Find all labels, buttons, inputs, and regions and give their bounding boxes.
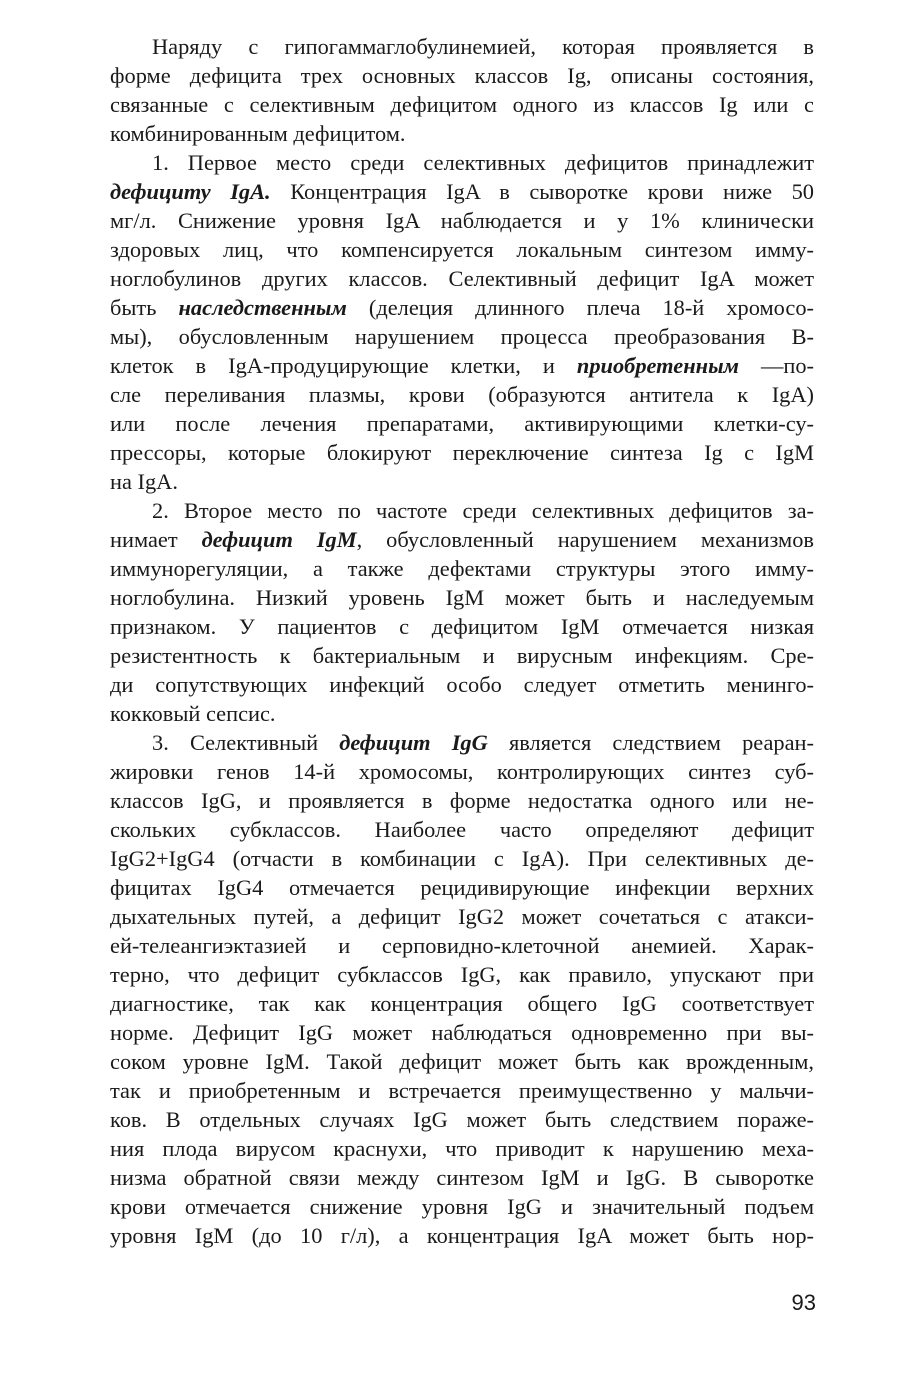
text-line xyxy=(110,1018,814,1047)
text-line xyxy=(110,1105,814,1134)
text-segment: форме дефицита трех основных классов Ig, описаны состояния, xyxy=(110,63,814,88)
text-line xyxy=(110,583,814,612)
text-line xyxy=(110,409,814,438)
text-segment: (делеция длинного плеча 18-й хромосо- xyxy=(346,295,815,320)
text-line xyxy=(110,351,814,380)
text-segment: здоровых лиц, что компенсируется локальным синтезом имму- xyxy=(110,237,814,262)
text-line xyxy=(110,612,814,641)
text-segment: Концентрация IgA в сыворотке крови ниже 50 xyxy=(270,179,814,204)
text-line xyxy=(110,902,814,931)
emphasized-term: дефицит IgM xyxy=(201,527,357,552)
text-segment: 1. Первое место среди селективных дефицитов принадлежит xyxy=(152,150,814,175)
text-segment: или после лечения препаратами, активирующими клетки-су- xyxy=(110,411,814,436)
text-line xyxy=(110,525,814,554)
text-segment: 2. Второе место по частоте среди селективных дефицитов за- xyxy=(152,498,814,523)
text-line xyxy=(110,989,814,1018)
text-segment: классов IgG, и проявляется в форме недостатка одного или не- xyxy=(110,788,814,813)
text-line xyxy=(110,235,814,264)
emphasized-term: наследственным xyxy=(178,295,347,320)
text-line xyxy=(110,1163,814,1192)
paragraph xyxy=(110,496,814,728)
text-line xyxy=(110,1134,814,1163)
text-segment: низма обратной связи между синтезом IgM и IgG. В сыворотке xyxy=(110,1165,814,1190)
text-segment: диагностике, так как концентрация общего IgG соответствует xyxy=(110,991,814,1016)
text-segment: резистентность к бактериальным и вирусным инфекциям. Сре- xyxy=(110,643,814,668)
text-segment: , обусловленный нарушением механизмов xyxy=(356,527,814,552)
text-segment: жировки генов 14-й хромосомы, контролирующих синтез суб- xyxy=(110,759,814,784)
text-segment: ния плода вирусом краснухи, что приводит к нарушению меха- xyxy=(110,1136,814,1161)
text-line xyxy=(110,873,814,902)
text-segment: соком уровне IgM. Такой дефицит может быть как врожденным, xyxy=(110,1049,814,1074)
text-line xyxy=(110,119,814,148)
text-segment: признаком. У пациентов с дефицитом IgM отмечается низкая xyxy=(110,614,814,639)
text-segment: 3. Селективный xyxy=(152,730,340,755)
text-segment: ноглобулина. Низкий уровень IgM может быть и наследуемым xyxy=(110,585,814,610)
text-line xyxy=(110,61,814,90)
text-segment: прессоры, которые блокируют переключение синтеза Ig с IgM xyxy=(110,440,814,465)
text-segment: кокковый сепсис. xyxy=(110,701,276,726)
text-line xyxy=(110,206,814,235)
paragraph xyxy=(110,32,814,148)
text-segment: на IgA. xyxy=(110,469,178,494)
text-line xyxy=(110,699,814,728)
text-line xyxy=(110,960,814,989)
text-line xyxy=(110,728,814,757)
text-line xyxy=(110,641,814,670)
text-line xyxy=(110,264,814,293)
document-page xyxy=(110,32,814,1250)
body-text xyxy=(110,32,814,1250)
emphasized-term: дефициту IgA. xyxy=(110,179,271,204)
text-segment: ей-телеангиэктазией и серповидно-клеточной анемией. Харак- xyxy=(110,933,814,958)
text-segment: клеток в IgA-продуцирующие клетки, и xyxy=(110,353,577,378)
text-segment: ков. В отдельных случаях IgG может быть следствием пораже- xyxy=(110,1107,814,1132)
emphasized-term: дефицит IgG xyxy=(339,730,488,755)
text-line xyxy=(110,670,814,699)
text-line xyxy=(110,380,814,409)
paragraph xyxy=(110,148,814,496)
text-line xyxy=(110,786,814,815)
text-segment: —по- xyxy=(738,353,815,378)
text-segment: фицитах IgG4 отмечается рецидивирующие инфекции верхних xyxy=(110,875,814,900)
text-line xyxy=(110,1221,814,1250)
text-segment: мг/л. Снижение уровня IgA наблюдается и у 1% клинически xyxy=(110,208,814,233)
paragraph xyxy=(110,728,814,1250)
text-segment: связанные с селективным дефицитом одного из классов Ig или с xyxy=(110,92,814,117)
text-line xyxy=(110,90,814,119)
page-number: 93 xyxy=(791,1290,816,1315)
text-segment: является следствием реаран- xyxy=(487,730,814,755)
emphasized-term: приобретенным xyxy=(576,353,739,378)
text-segment: быть xyxy=(110,295,179,320)
text-segment: мы), обусловленным нарушением процесса преобразования В- xyxy=(110,324,814,349)
text-segment: крови отмечается снижение уровня IgG и значительный подъем xyxy=(110,1194,814,1219)
text-line xyxy=(110,757,814,786)
text-line xyxy=(110,496,814,525)
text-line xyxy=(110,32,814,61)
text-line xyxy=(110,293,814,322)
text-line xyxy=(110,148,814,177)
text-segment: Наряду с гипогаммаглобулинемией, которая проявляется в xyxy=(152,34,814,59)
text-segment: дыхательных путей, а дефицит IgG2 может сочетаться с атакси- xyxy=(110,904,814,929)
text-segment: ноглобулинов других классов. Селективный дефицит IgA может xyxy=(110,266,814,291)
text-segment: ди сопутствующих инфекций особо следует отметить менинго- xyxy=(110,672,814,697)
text-line xyxy=(110,177,814,206)
text-segment: сле переливания плазмы, крови (образуются антитела к IgA) xyxy=(110,382,814,407)
text-line xyxy=(110,554,814,583)
text-segment: так и приобретенным и встречается преимущественно у мальчи- xyxy=(110,1078,814,1103)
text-segment: IgG2+IgG4 (отчасти в комбинации с IgA). При селективных де- xyxy=(110,846,814,871)
text-line xyxy=(110,931,814,960)
text-line xyxy=(110,815,814,844)
text-line xyxy=(110,1047,814,1076)
text-segment: иммунорегуляции, а также дефектами структуры этого имму- xyxy=(110,556,814,581)
text-segment: терно, что дефицит субклассов IgG, как правило, упускают при xyxy=(110,962,814,987)
text-line xyxy=(110,1076,814,1105)
text-segment: скольких субклассов. Наиболее часто определяют дефицит xyxy=(110,817,814,842)
text-line xyxy=(110,438,814,467)
text-line xyxy=(110,844,814,873)
text-line xyxy=(110,1192,814,1221)
text-segment: комбинированным дефицитом. xyxy=(110,121,406,146)
text-line xyxy=(110,322,814,351)
text-segment: нимает xyxy=(110,527,202,552)
text-segment: норме. Дефицит IgG может наблюдаться одновременно при вы- xyxy=(110,1020,814,1045)
text-segment: уровня IgM (до 10 г/л), а концентрация IgA может быть нор- xyxy=(110,1223,814,1248)
text-line xyxy=(110,467,814,496)
